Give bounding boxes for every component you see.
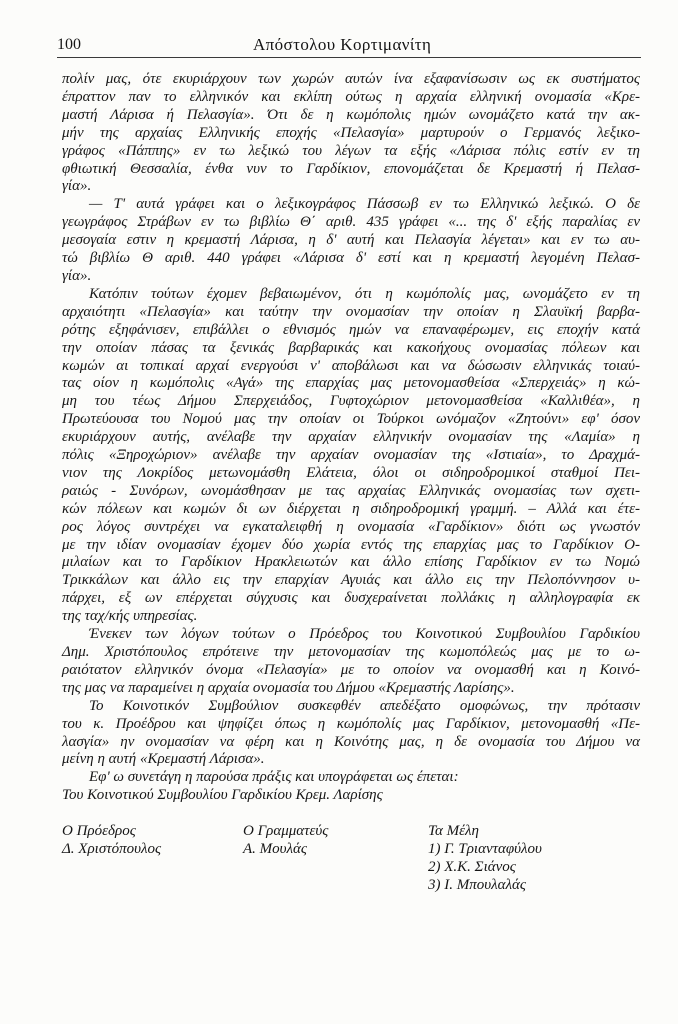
text-line: μήν της αρχαίας Ελληνικής εποχής «Πελασγία» μαρτυρούν ο Γερμανός λεξικο-	[62, 124, 640, 141]
text-line: τώ βιβλίω Θ αριθ. 440 γράφει «Λάρισα δ' εστί και η κρεμαστή λεγομένη Πελασ-	[62, 250, 640, 267]
text-line: ραιότατον ελληνικόν όνομα «Πελασγία» με το οποίον να ονομασθή και η Κοινό-	[62, 661, 640, 678]
text-line: — Τ' αυτά γράφει και ο λεξικογράφος Πάσσωβ εν τω Ελληνικώ λεξικώ. Ο δε	[89, 196, 640, 213]
text-line: γία».	[62, 178, 92, 195]
paragraph	[62, 196, 640, 286]
text-line: γία».	[62, 267, 92, 284]
text-line: αρχαιότητι «Πελασγία» και ταύτην την ονομασίαν την οποίαν η Σλαυϊκή βαρβα-	[62, 303, 640, 320]
text-line: πολίν μας, ότε εκυριάρχουν των χωρών αυτών ίνα εξαφανίσωσιν ως εκ συστήματος	[62, 71, 640, 87]
paragraph	[62, 71, 640, 196]
text-line: Πρωτεύουσα του Νομού μας την οποίαν οι Τούρκοι ωνόμαζον «Ζητούνι» εφ' όσον	[62, 411, 640, 428]
page-number: 100	[57, 36, 81, 53]
text-line: μιλαίων και το Γαρδίκιον Ηρακλειωτών και άλλο επίσης Γαρδίκιον εν τω Νομώ	[62, 554, 640, 571]
text-line: με την ιδίαν ονομασίαν έχομεν δύο χωρία εντός της επαρχίας μας το Γαρδίκιον Ο-	[62, 536, 640, 553]
signature-name: Δ. Χριστόπουλος	[62, 840, 162, 857]
text-line: ρότης εξηφάνισεν, επιβάλλει ο εθνισμός ημών να επαναφέρωμεν, εις εποχήν κατά	[62, 321, 640, 338]
text-line: Ένεκεν των λόγων τούτων ο Πρόεδρος του Κοινοτικού Συμβουλίου Γαρδικίου	[89, 626, 640, 643]
text-line: εκυριάρχουν αυτής, ανέλαβε την αρχαίαν ελληνικήν ονομασίαν της «Λαμία» η	[62, 429, 640, 446]
text-line: κών πόλεων και κωμών δι ων διέρχεται η σιδηροδρομική γραμμή. – Αλλά και έτε-	[62, 500, 640, 517]
text-line: του κ. Προέδρου και ψηφίζει όπως η κωμόπολίς μας Γαρδίκιον, μετονομασθή «Πε-	[62, 715, 640, 732]
signature-president	[62, 823, 161, 859]
text-line: της ταχ/κής υπηρεσίας.	[62, 608, 198, 625]
paragraph	[62, 626, 640, 698]
signature-secretary	[243, 823, 328, 859]
text-line: Κατόπιν τούτων έχομεν βεβαιωμένον, ότι η κωμόπολίς μας, ωνομάζετο εν τη	[89, 285, 640, 302]
text-line: λασγία» ην ονομασίαν να φέρη και η Κοινότης μας, η δε ονομασία του Δήμου να	[62, 733, 640, 750]
text-line: Το Κοινοτικόν Συμβούλιον συσκεφθέν απεδέξατο ομοφώνως, την πρότασιν	[89, 697, 640, 714]
text-line: μεσογαία εστιν η κρεμαστή Λάρισα, η δ' αυτή και Πελασγία λέγεται» και εν τω αυ-	[62, 232, 640, 249]
signature-role: Ο Γραμματεύς	[243, 823, 329, 839]
text-line: την οποίαν πάσας τα ξενικάς βαρβαρικάς και κακοήχους ονομασίας πόλεων και	[62, 339, 640, 356]
text-line: ρος λόγος συντρέχει να εγκαταλειφθή η ονομασία «Γαρδίκιον» διότι ως γνωστόν	[62, 518, 640, 535]
signature-name: 3) Ι. Μπουλαλάς	[428, 876, 526, 893]
text-line: γεωγράφος Στράβων εν τω βιβλίω Θ΄ αριθ. 435 γράφει «... της δ' εξής παραλίας εν	[62, 214, 640, 231]
text-line: μαστή Λάρισα ή Πελασγία». Ότι δε η κωμόπολις ημών ωνομάζετο κατά την ακ-	[62, 106, 640, 123]
text-line: γράφος «Πάππης» εν τω λεξικώ του λέγων τα εξής «Λάρισα πόλις εστίν εν τη	[62, 142, 640, 159]
text-line: ραιώς - Συνόρων, ωνομάσθησαν με τας αρχαίας Ελληνικάς ονομασίας των σχετι-	[62, 482, 640, 499]
text-line: της μας να παραμείνει η αρχαία ονομασία του Δήμου «Κρεμαστής Λαρίσης».	[62, 679, 515, 696]
text-line: Του Κοινοτικού Συμβουλίου Γαρδικίου Κρεμ. Λαρίσης	[62, 787, 383, 804]
signature-name: Α. Μουλάς	[243, 840, 307, 857]
text-line: πόλις «Ξηροχώριον» ανέλαβε την αρχαίαν ονομασίαν της «Ιστιαία», το Δραχμά-	[62, 447, 640, 464]
text-line: έπραττον παν το ελληνικόν και εκλίπη ούτως η αρχαία ελληνική ονομασία «Κρε-	[62, 88, 640, 105]
text-line: πάρχει, εξ ων επέρχεται σύγχυσις και δυσχεραίνεται πολλάκις η αλληλογραφία εκ	[62, 590, 640, 607]
text-line: φθιωτική Θεσσαλία, ένθα νυν το Γαρδίκιον, επονομάζεται δε Κρεμαστή ή Πελασ-	[62, 160, 640, 177]
signature-name: 1) Γ. Τριανταφύλου	[428, 840, 542, 857]
paragraph	[62, 787, 640, 805]
text-line: Δημ. Χριστόπουλος επρότεινε την μετονομασίαν της κωμοπόλεώς μας με το ω-	[62, 644, 640, 660]
paragraph	[62, 698, 640, 770]
text-line: μη του τέως Δήμου Σπερχειάδος, Γυφτοχώριον μετονομασθείσα «Καλλιθέα», η	[62, 393, 640, 410]
text-line: Εφ' ω συνετάγη η παρούσα πράξις και υπογράφεται ως έπεται:	[89, 769, 459, 786]
signature-role: Ο Πρόεδρος	[62, 823, 136, 839]
signature-name: 2) Χ.Κ. Σιάνος	[428, 858, 516, 875]
body-text	[62, 71, 640, 805]
text-line: μείνη η αυτή «Κρεμαστή Λάρισα».	[62, 751, 265, 768]
running-title: Απόστολου Κορτιμανίτη	[253, 35, 432, 54]
text-line: Τρικκάλων και άλλο εις την επαρχίαν Αγυιάς και άλλο εις την Πελοπόννησον υ-	[62, 572, 640, 589]
text-line: τας οίον η κωμόπολις «Αγά» της επαρχίας μας μετονομασθείσα «Σπερχειάς» η κώ-	[62, 375, 640, 392]
header-rule	[57, 57, 641, 58]
paragraph	[62, 286, 640, 626]
signature-members	[428, 823, 542, 895]
text-line: κωμών αι τοπικαί αρχαί ενεργούσι ν' αποβάλωσι και να δώσωσιν ελληνικάς τοιαύ-	[62, 357, 640, 374]
signature-role: Τα Μέλη	[428, 823, 479, 839]
text-line: νιον της Λοκρίδος μετωνομάσθη Ελάτεια, όλοι οι σιδηροδρομικοί σταθμοί Πει-	[62, 464, 640, 481]
paragraph	[62, 769, 640, 787]
